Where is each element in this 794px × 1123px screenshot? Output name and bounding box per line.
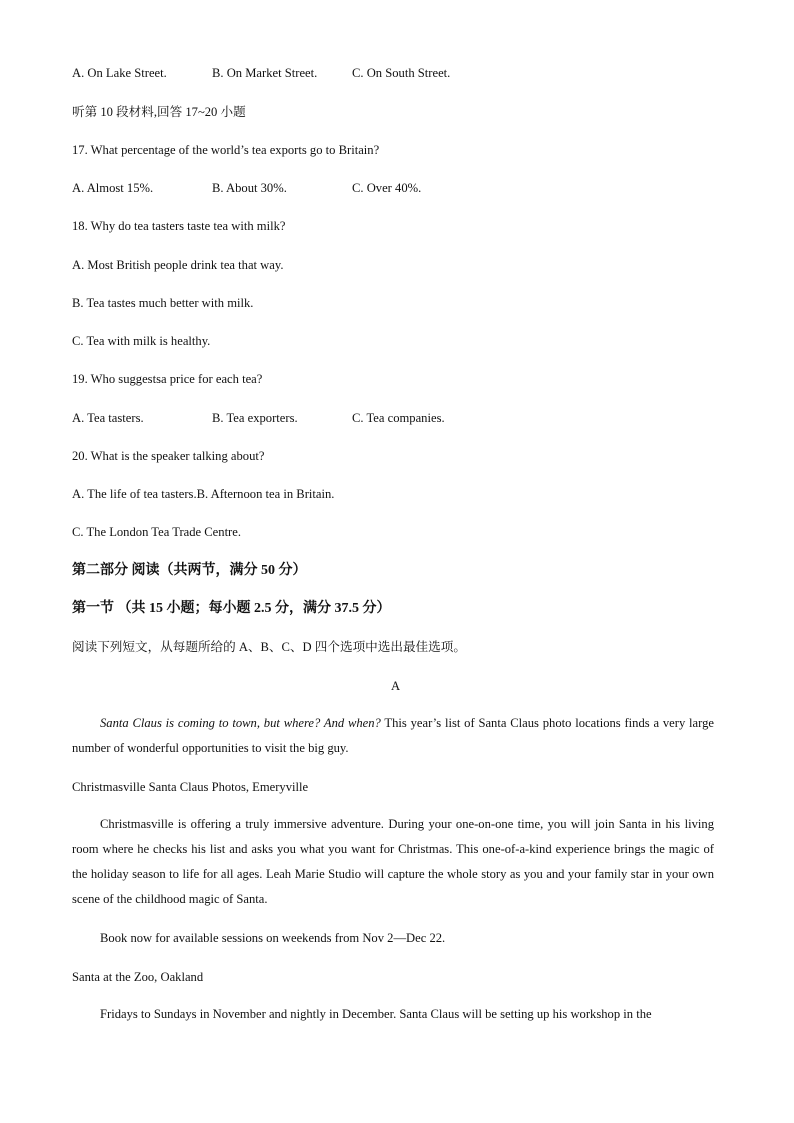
q17-option-b: B. About 30%. (212, 181, 287, 195)
intro-rest: This year’s list of Santa Claus photo locations finds a very large number of wonderful opportunities to visit the big guy. (72, 716, 714, 755)
venue1-paragraph (72, 812, 714, 912)
venue1-title: Christmasville Santa Claus Photos, Emeryville (72, 780, 309, 794)
q19-option-b: B. Tea exporters. (212, 411, 298, 425)
part2-title: 第二部分 阅读（共两节，满分 50 分） (72, 563, 307, 578)
venue1-paragraph-text: Christmasville is offering a truly immersive adventure. During your one-on-one time, you will join Santa in his living room where he checks his list and asks you what you want for Christmas. This one-of-a-kind experience brings the magic of the holiday season to life for all ages. Leah Marie Studio will capture the whole story as you and your family star in your own scene of the childhood magic of Santa. (72, 817, 714, 906)
section1-title: 第一节 （共 15 小题；每小题 2.5 分，满分 37.5 分） (72, 601, 391, 616)
q20-question: 20. What is the speaker talking about? (72, 449, 265, 463)
q18-question: 18. Why do tea tasters taste tea with milk? (72, 219, 286, 233)
section10-instruction: 听第 10 段材料,回答 17~20 小题 (72, 105, 246, 119)
q20-options-a-b: A. The life of tea tasters.B. Afternoon tea in Britain. (72, 487, 335, 501)
venue2-paragraph (72, 1002, 714, 1027)
q19-question: 19. Who suggestsa price for each tea? (72, 372, 263, 386)
q19-option-a: A. Tea tasters. (72, 411, 144, 425)
passage-intro (72, 711, 714, 761)
q18-option-c: C. Tea with milk is healthy. (72, 334, 211, 348)
q18-option-b: B. Tea tastes much better with milk. (72, 296, 254, 310)
venue2-title: Santa at the Zoo, Oakland (72, 970, 204, 984)
reading-instruction: 阅读下列短文，从每题所给的 A、B、C、D 四个选项中选出最佳选项。 (72, 640, 466, 654)
venue1-booking: Book now for available sessions on weekends from Nov 2—Dec 22. (100, 931, 446, 945)
intro-italic: Santa Claus is coming to town, but where? And when? (100, 716, 381, 730)
q17-question: 17. What percentage of the world’s tea exports go to Britain? (72, 143, 380, 157)
q17-option-c: C. Over 40%. (352, 181, 422, 195)
q16-option-b: B. On Market Street. (212, 66, 318, 80)
q20-option-c: C. The London Tea Trade Centre. (72, 525, 241, 539)
q18-option-a: A. Most British people drink tea that way. (72, 258, 284, 272)
venue2-paragraph-text: Fridays to Sundays in November and nightly in December. Santa Claus will be setting up his workshop in the (100, 1007, 652, 1021)
q16-option-a: A. On Lake Street. (72, 66, 167, 80)
q16-option-c: C. On South Street. (352, 66, 451, 80)
q19-option-c: C. Tea companies. (352, 411, 445, 425)
passage-label: A (391, 679, 401, 693)
q17-option-a: A. Almost 15%. (72, 181, 154, 195)
